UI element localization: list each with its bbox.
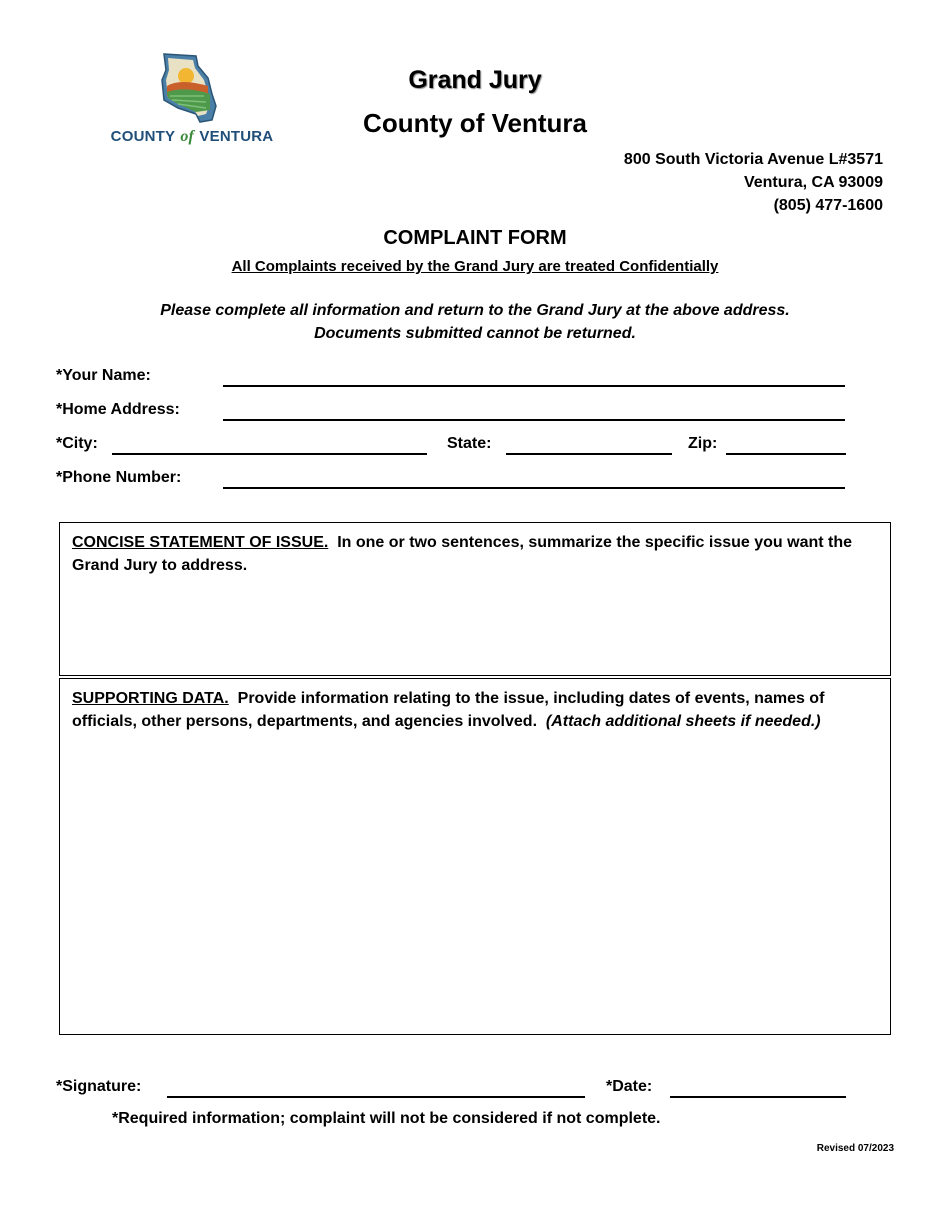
home-address-field[interactable] bbox=[223, 419, 845, 421]
supporting-data-instructions: Provide information relating to the issue, including dates of events, names of officials, other persons, departments, and agencies involved. bbox=[72, 690, 825, 730]
revision-date: Revised 07/2023 bbox=[816, 1143, 894, 1154]
signature-label: *Signature: bbox=[56, 1078, 142, 1095]
phone-label: *Phone Number: bbox=[56, 469, 182, 486]
address-street: 800 South Victoria Avenue L#3571 bbox=[623, 151, 883, 168]
zip-label: Zip: bbox=[688, 435, 718, 452]
required-info-note: *Required information; complaint will not be considered if not complete. bbox=[112, 1110, 661, 1127]
zip-field[interactable] bbox=[726, 453, 846, 455]
concise-statement-instructions: In one or two sentences, summarize the specific issue you want the Grand Jury to address. bbox=[72, 534, 853, 574]
date-field[interactable] bbox=[670, 1096, 846, 1098]
city-field[interactable] bbox=[112, 453, 427, 455]
home-address-label: *Home Address: bbox=[56, 401, 180, 418]
name-label: *Your Name: bbox=[56, 367, 151, 384]
address-phone: (805) 477-1600 bbox=[773, 197, 883, 214]
supporting-data-heading: SUPPORTING DATA. bbox=[72, 690, 229, 707]
state-field[interactable] bbox=[506, 453, 672, 455]
page-subtitle: County of Ventura bbox=[363, 108, 587, 138]
instruction-line-2: Documents submitted cannot be returned. bbox=[314, 325, 636, 342]
instruction-line-1: Please complete all information and return to the Grand Jury at the above address. bbox=[160, 302, 790, 319]
date-label: *Date: bbox=[606, 1078, 653, 1095]
name-field[interactable] bbox=[223, 385, 845, 387]
confidentiality-notice: All Complaints received by the Grand Jury are treated Confidentially bbox=[231, 258, 719, 275]
concise-statement-heading: CONCISE STATEMENT OF ISSUE. bbox=[72, 534, 329, 551]
supporting-data-box[interactable] bbox=[59, 678, 891, 1035]
state-label: State: bbox=[447, 435, 492, 452]
concise-statement-box[interactable] bbox=[59, 522, 891, 676]
concise-statement-text bbox=[72, 531, 868, 577]
address-city-state-zip: Ventura, CA 93009 bbox=[743, 174, 883, 191]
supporting-data-note: (Attach additional sheets if needed.) bbox=[545, 713, 821, 730]
form-title: COMPLAINT FORM bbox=[383, 227, 567, 249]
page-title: Grand Jury bbox=[408, 66, 542, 94]
logo-wordmark: COUNTY of VENTURA bbox=[110, 128, 274, 145]
city-label: *City: bbox=[56, 435, 98, 452]
supporting-data-text bbox=[72, 687, 868, 733]
phone-field[interactable] bbox=[223, 487, 845, 489]
signature-field[interactable] bbox=[167, 1096, 585, 1098]
